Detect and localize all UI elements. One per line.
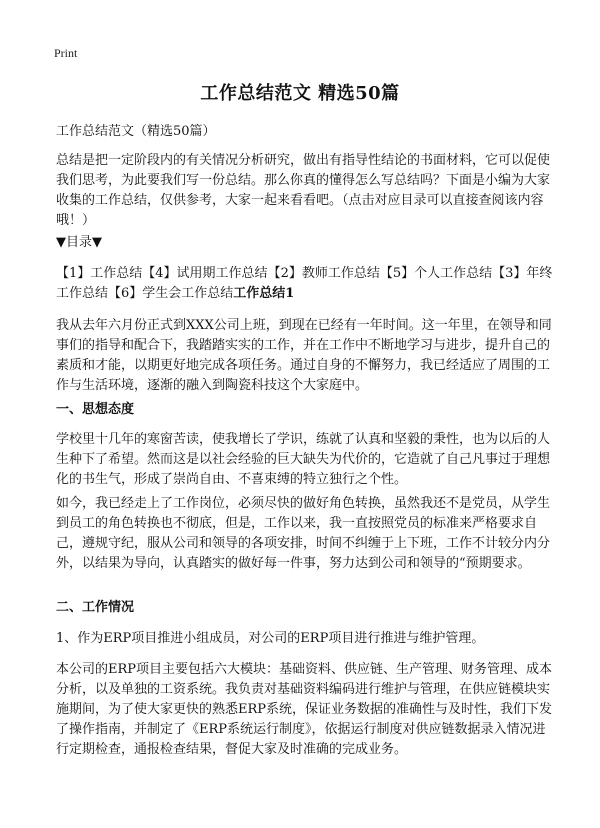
paragraph-4: 1、作为ERP项目推进小组成员，对公司的ERP项目进行推进与维护管理。	[56, 631, 485, 646]
toc-item-4[interactable]: 【4】试用期工作总结	[142, 266, 268, 281]
paragraph-5: 本公司的ERP项目主要包括六大模块：基础资料、供应链、生产管理、财务管理、成本分析，以及单独的工资系统。我负责对基础资料编码进行维护与管理，在供应链模块实施期间，为了使大家更快的熟悉ERP系统，保证业务数据的准确性与及时性，我们下发了操作指南，并制定了《ERP系统运行制度》，依据运行制度对供应链数据录入情况进行定期检查，通报检查结果，督促大家及时准确的完成业务。	[56, 662, 553, 757]
toc-item-1[interactable]: 【1】工作总结	[56, 266, 143, 281]
paragraph-2: 学校里十几年的寒窗苦读，使我增长了学识，练就了认真和坚毅的秉性，也为以后的人生种下了希望。然而这是以社会经验的巨大缺失为代价的，它造就了自己凡事过于理想化的书生气，形成了崇尚自由、不喜束缚的特立独行之个性。	[56, 432, 551, 487]
print-link[interactable]: Print	[54, 46, 78, 60]
heading-thought-attitude: 一、思想态度	[56, 402, 135, 417]
paragraph-3: 如今，我已经走上了工作岗位，必须尽快的做好角色转换，虽然我还不是党员，从学生到员工的角色转换也不彻底，但是，工作以来，我一直按照党员的标准来严格要求自己，遵规守纪，服从公司和领导的各项安排，时间不纠缠于上下班，工作不计较分内分外，以结果为导向，认真踏实的做好每一件事，努力达到公司和领导的“预期要求。	[56, 496, 551, 571]
toc-item-6[interactable]: 【6】学生会工作总结	[108, 286, 234, 301]
section-title-inline: 工作总结1	[233, 286, 295, 301]
toc-item-5[interactable]: 【5】个人工作总结	[379, 266, 493, 281]
table-of-contents	[56, 264, 556, 304]
paragraph-1: 我从去年六月份正式到XXX公司上班，到现在已经有一年时间。这一年里，在领导和同事们的指导和配合下，我踏踏实实的工作，并在工作中不断地学习与进步，提升自己的素质和才能，以期更好地完成各项任务。通过自身的不懈努力，我已经适应了周围的工作与生活环境，逐渐的融入到陶瓷科技这个大家庭中。	[56, 318, 552, 393]
page-title: 工作总结范文 精选50篇	[200, 83, 400, 104]
document-subtitle: 工作总结范文（精选50篇）	[56, 124, 216, 139]
intro-paragraph: 总结是把一定阶段内的有关情况分析研究，做出有指导性结论的书面材料，它可以促使我们思考，为此要我们写一份总结。那么你真的懂得怎么写总结吗？下面是小编为大家收集的工作总结，仅供参考，大家一起来看看吧。（点击对应目录可以直接查阅该内容哦！）	[56, 153, 551, 228]
toc-item-2[interactable]: 【2】教师工作总结	[267, 266, 380, 281]
toc-heading: ▼目录▼	[56, 235, 102, 250]
toc-item-3[interactable]: 【3】年终工作总结	[56, 266, 553, 301]
heading-work-situation: 二、工作情况	[56, 600, 135, 615]
